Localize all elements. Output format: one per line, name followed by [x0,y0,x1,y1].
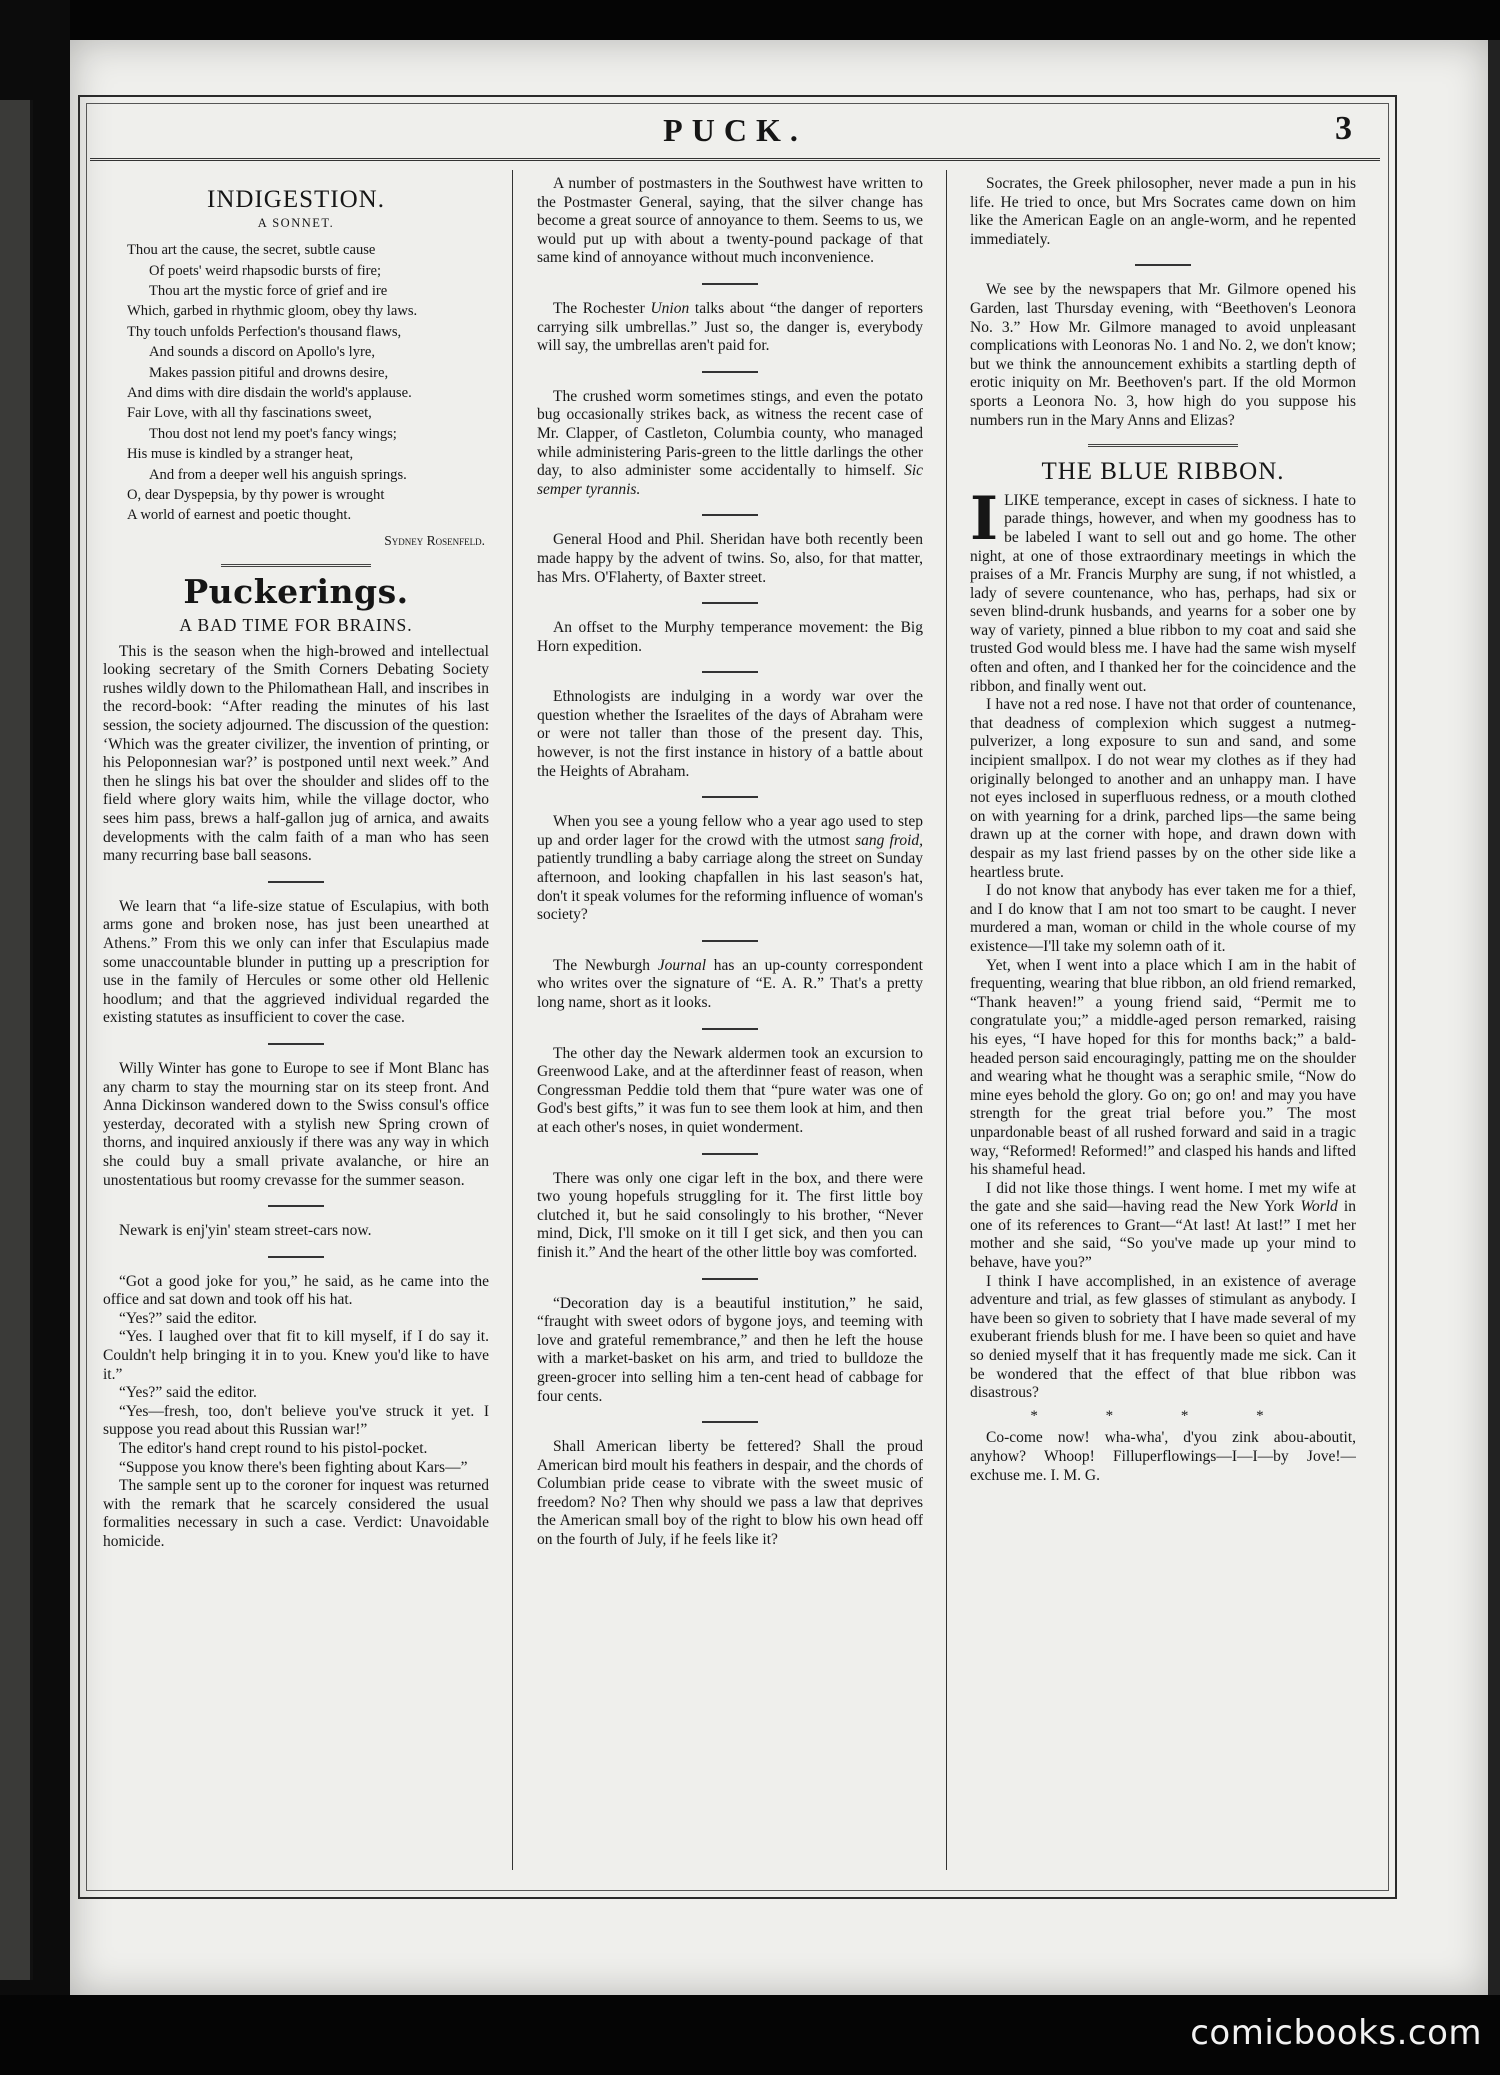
item-divider [702,1278,758,1280]
left-page-edge [0,0,70,2075]
paragraph: “Yes?” said the editor. [119,1309,257,1327]
text-run: has an up-county correspondent who writes over the signature of “E. A. R.” That's a pretty long name, short as it looks. [537,956,923,1011]
paragraph: Co-come now! wha-wha', d'you zink abou-aboutit, anyhow? Whoop! Filluperflowings—I—I—by Jove!—exchuse me. I. M. G. [970,1429,1356,1484]
sonnet [103,240,489,526]
poem-line: Fair Love, with all thy fascinations sweet, [127,405,372,422]
paragraph: This is the season when the high-browed and intellectual looking secretary of the Smith Corners Debating Society rushes wildly down to the Philomathean Hall, and inscribes in the record-book: “After reading the minutes of his last session, the society adjourned. The discussion of the question: ‘Which was the greater civilizer, the invention of printing, or his Peloponnesian war?’ is postponed until next week.” And then he slings his bat over the shoulder and slides off to the field where glory waits him, while the village doctor, who sees him pass, brews a half-gallon jug of arnica, and awaits developments with the calm faith of a man who has seen many recurring base ball seasons. [103,642,489,865]
poem-line: Makes passion pitiful and drowns desire, [149,364,389,381]
item-divider [702,283,758,285]
paragraph: An offset to the Murphy temperance movement: the Big Horn expedition. [537,619,923,655]
watermark: comicbooks.com [1190,2013,1482,2053]
paragraph: There was only one cigar left in the box, and there were two young hopefuls struggling for it. The first little boy clutched it, but he said consolingly to his brother, “Never mind, Dick, I'll smoke on it till I get sick, and then you can finish it.” And the heart of the other little boy was comforted. [537,1169,923,1261]
newspaper-name: Union [650,299,690,317]
paragraph: Newark is enj'yin' steam street-cars now. [119,1222,372,1240]
drop-cap: I [970,483,999,554]
item-divider [702,1028,758,1030]
paragraph: Socrates, the Greek philosopher, never made a pun in his life. He tried to once, but Mrs Socrates came down on him like the American Eagle on an angle-worm, and he repented immediately. [970,175,1356,248]
poem-line: Of poets' weird rhapsodic bursts of fire; [149,262,382,279]
paragraph: “Decoration day is a beautiful institution,” he said, “fraught with sweet odors of bygone joys, and teeming with love and grateful remembrance,” and then he left the house with a market-basket on his arm, and tried to bulldoze the green-grocer into selling him a ten-cent head of cabbage for four cents. [537,1294,923,1405]
paragraph: Shall American liberty be fettered? Shall the proud American bird moult his feathers in despair, and the chords of Columbian pride cease to vibrate with the sweet music of freedom? No? Then why should we pass a law that deprives the American small boy of the right to blow his own head off on the fourth of July, if he feels like it? [537,1438,923,1549]
poem-title: INDIGESTION. [207,186,385,213]
text-run: LIKE temperance, except in cases of sickness. I hate to parade things, however, and when my goodness has to be labeled I want to sell out and go home. The other night, at one of those extraordinary meetings in which the praises of a Mr. Francis Murphy are sung, if not whistled, a lady of severe countenance, who has, perhaps, had six or seven blind-drunk husbands, and yearns for a sober one by way of variety, pinned a blue ribbon to my coat and said she trusted God would bless me. I have had the same wish myself often and often, and I thanked her for the coincidence and the ribbon, and finally went out. [970,491,1356,695]
item-divider [702,602,758,604]
poem-line: Thou art the mystic force of grief and ire [149,283,388,299]
poem-subtitle: A SONNET. [257,215,335,230]
poem-line: And sounds a discord on Apollo's lyre, [149,344,375,361]
latin-phrase: Sic semper tyrannis. [537,462,923,498]
column-3 [970,175,1356,1865]
paragraph: I have not a red nose. I have not that order of countenance, that deadness of complexion which suggest a nutmeg-pulverizer, a long exposure to sun and sand, and some incipient smallpox. I do not wear my clothes as if they had originally belonged to another and an unhappy man. I have not eyes inclosed in superfluous redness, or a mouth clothed on with yearning for a drink, parched lips—the same being drawn up at the corner with hope, and drawn down with despair as my last friend passes by on the other side like a heartless brute. [970,696,1356,881]
paragraph: The sample sent up to the coroner for inquest was returned with the remark that he scarcely considered the usual formalities necessary in such a case. Verdict: Unavoidable homicide. [103,1477,489,1550]
article-title: THE BLUE RIBBON. [1041,458,1285,486]
paragraph: Ethnologists are indulging in a wordy war over the question whether the Israelites of the days of Abraham were or were not taller than those of the present day. This, however, is not the first instance in history of a battle about the Heights of Abraham. [537,688,923,780]
text-run: in one of its references to Grant—“At last! At last!” I met her mother and she said, “So you've made up your mind to behave, have you?” [970,1198,1356,1272]
item-divider [702,940,758,942]
column-rule-1 [512,170,513,1870]
paragraph: We see by the newspapers that Mr. Gilmore opened his Garden, last Thursday evening, with “Beethoven's Leonora No. 3.” How Mr. Gilmore managed to avoid unpleasant complications with Leonoras No. 1 and No. 2, we don't know; but we think the announcement exhibits a startling depth of erotic iniquity on Mr. Beethoven's part. If the old Mormon sports a Leonora No. 3, how high do you suppose his numbers run in the Mary Anns and Elizas? [970,281,1356,429]
paragraph: “Got a good joke for you,” he said, as he came into the office and sat down and took off his hat. [103,1272,489,1309]
text-run: The crushed worm sometimes stings, and even the potato bug occasionally strikes back, as witness the recent case of Mr. Clapper, of Castleton, Columbia county, who managed while administering Paris-green to the little darlings the other day, to also administer some accidentally to himself. [537,387,923,480]
text-run: talks about “the danger of reporters carrying silk umbrellas.” Just so, the danger is, everybody will say, the umbrellas aren't paid for. [537,299,923,355]
poem-line: Thy touch unfolds Perfection's thousand flaws, [127,323,402,340]
paragraph: “Yes—fresh, too, don't believe you've struck it yet. I suppose you read about this Russian war!” [103,1402,489,1439]
item-divider [702,671,758,673]
page-number: 3 [1335,110,1352,147]
asterism: * * * * [1030,1407,1296,1424]
masthead [90,112,1380,161]
section-title: Puckerings. [183,572,409,612]
poem-line: Thou dost not lend my poet's fancy wings; [149,425,397,442]
facing-page-sliver [0,100,33,1980]
item-divider [702,1153,758,1155]
paragraph: Yet, when I went into a place which I am in the habit of frequenting, wearing that blue ribbon, an old friend remarked, “Thank heaven!” a young friend said, “Permit me to congratulate you;” a middle-aged person remarked, raising his eyes, “I have hoped for this for months back;” a bald-headed person said encouragingly, patting me on the shoulder and wearing what he thought was a seraphic smile, “Now do mine eyes behold the glory. Go on; go on! and may you have strength for the great trial before you.” The most unpardonable beast of all rushed forward and said in a tragic way, “Reformed! Reformed!” and clasped his hands and lifted his shameful head. [970,956,1356,1179]
item-divider [1135,264,1191,266]
paragraph: I do not know that anybody has ever taken me for a thief, and I do know that I am not too smart to be caught. I never murdered a man, woman or child in the whole course of my existence—I'll take my solemn oath of it. [970,882,1356,955]
poem-author: Sydney Rosenfeld. [384,532,485,548]
section-divider [221,564,371,567]
paragraph: “Suppose you know there's been fighting about Kars—” [119,1458,468,1476]
column-rule-2 [946,170,947,1870]
paragraph: “Yes?” said the editor. [119,1384,257,1402]
text-run: The Rochester [553,299,651,317]
poem-line: A world of earnest and poetic thought. [127,507,352,524]
section-divider [1088,444,1238,447]
newspaper-name: Journal [657,956,706,974]
item-divider [702,1421,758,1423]
paragraph [537,300,923,356]
text-run: When you see a young fellow who a year ago used to step up and order lager for the crowd with the utmost [537,813,923,849]
italic-phrase: sang froid, [855,831,923,849]
item-divider [268,881,324,883]
paragraph [537,957,923,1013]
poem-line: Which, garbed in rhythmic gloom, obey thy laws. [127,303,418,320]
paragraph: A number of postmasters in the Southwest have written to the Postmaster General, saying, that the silver change has become a great source of annoyance to them. Seems to us, we would put up with about a twenty-pound package of that same kind of annoyance without much inconvenience. [537,175,923,267]
right-page-edge [1488,40,1500,1995]
paragraph [537,813,923,925]
item-divider [702,796,758,798]
paragraph [537,388,923,500]
item-divider [702,514,758,516]
masthead-title: PUCK. [663,112,807,148]
paragraph: General Hood and Phil. Sheridan have both recently been made happy by the advent of twins. So, also, for that matter, has Mrs. O'Flaherty, of Baxter street. [537,531,923,586]
paragraph [970,1180,1356,1273]
paragraph: We learn that “a life-size statue of Esculapius, with both arms gone and broken nose, has just been unearthed at Athens.” From this we only can infer that Esculapius made some unaccountable blunder in putting up a prescription for use in the family of Hercules or some other old Hellenic hoodlum; and that the aggrieved individual regarded the existing statutes as insufficient to cover the case. [103,897,489,1027]
paragraph: “Yes. I laughed over that fit to kill myself, if I do say it. Couldn't help bringing it in to you. Knew you'd like to have it.” [103,1328,489,1383]
text-run: I did not like those things. I went home. I met my wife at the gate and she said—having read the New York [970,1179,1356,1216]
poem-line: And dims with dire disdain the world's applause. [127,385,412,402]
paragraph: Willy Winter has gone to Europe to see if Mont Blanc has any charm to stay the mourning star on its steep front. And Anna Dickinson wandered down to the Swiss consul's office yesterday, decorated with a stylish new Spring crown of thorns, and inquired anxiously if there was any way in which she could buy a small private avalanche, or hire an unostentatious but roomy crevasse for the summer season. [103,1059,489,1189]
item-divider [268,1043,324,1045]
column-2 [537,175,923,1865]
paragraph: The other day the Newark aldermen took an excursion to Greenwood Lake, and at the afterdinner feast of reason, when Congressman Peddie told them that “pure water was one of God's best gifts,” it was fun to see them look at him, and then at each other's noses, in quiet wonderment. [537,1044,923,1136]
paragraph [970,483,1356,697]
item-divider [268,1256,324,1258]
poem-line: His muse is kindled by a stranger heat, [127,446,354,463]
article-body [970,483,1356,1485]
newspaper-name: World [1300,1198,1338,1216]
poem-line: O, dear Dyspepsia, by thy power is wrought [127,487,385,504]
item-divider [268,1205,324,1207]
text-run: patiently trundling a baby carriage along the street on Sunday afternoon, and looking chapfallen in his last season's hat, don't it speak volumes for the reforming influence of woman's society? [537,850,923,924]
article-title: A BAD TIME FOR BRAINS. [179,615,413,636]
poem-line: Thou art the cause, the secret, subtle cause [127,242,376,259]
item-divider [702,371,758,373]
poem-line: And from a deeper well his anguish springs. [149,466,407,483]
paragraph: I think I have accomplished, in an existence of average adventure and trial, as few glasses of stimulant as anybody. I have been so given to sobriety that I have made several of my exuberant friends blush for me. I have been so quiet and have so denied myself that it has frequently made me sick. Can it be wondered that the effect of that blue ribbon was disastrous? [970,1272,1356,1402]
text-run: The Newburgh [553,956,658,974]
paragraph: The editor's hand crept round to his pistol-pocket. [119,1440,428,1458]
column-1 [103,175,489,1865]
